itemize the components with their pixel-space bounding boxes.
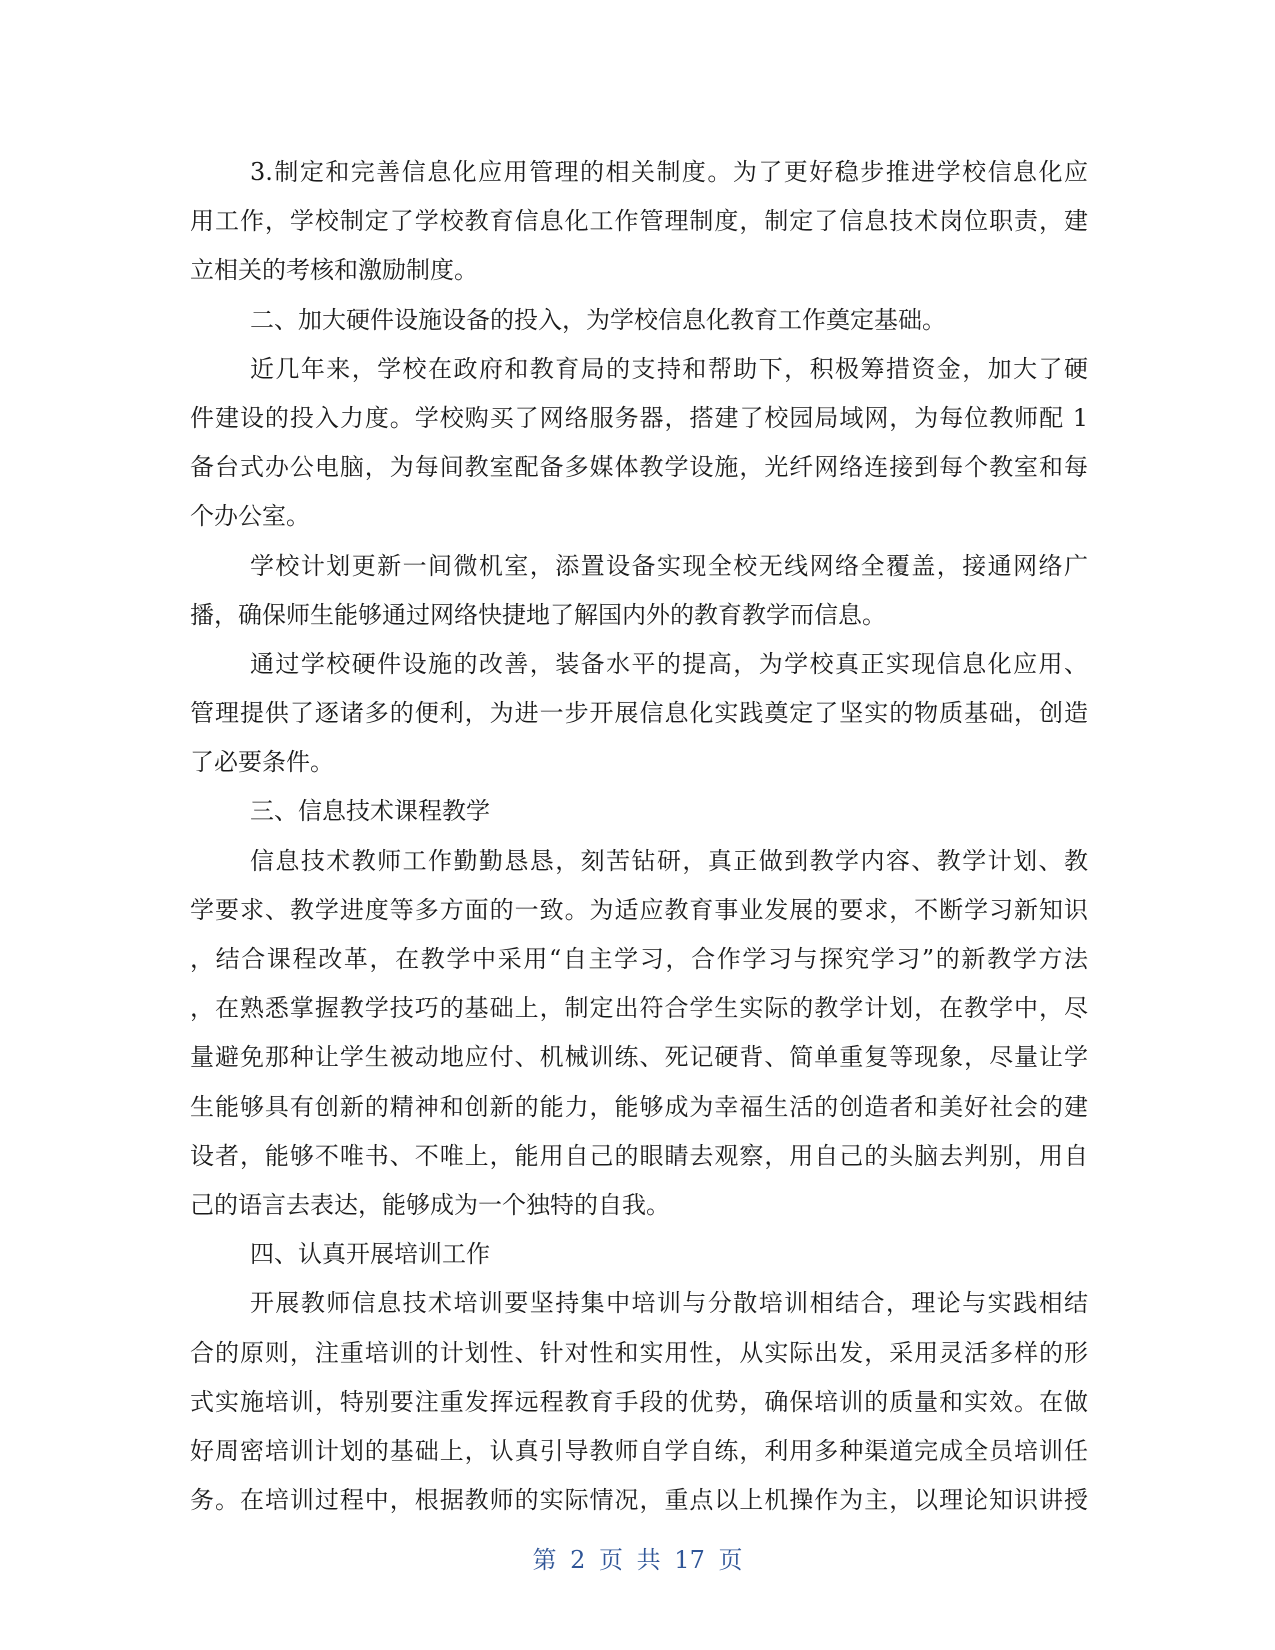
text-line: 二、加大硬件设施设备的投入，为学校信息化教育工作奠定基础。 xyxy=(250,305,946,334)
paragraph-hardware-investment xyxy=(190,345,1088,542)
page-number-footer: 第 2 页 共 17 页 xyxy=(532,1546,743,1574)
text-line: 学要求、教学进度等多方面的一致。为适应教育事业发展的要求，不断学习新知识 xyxy=(190,895,1088,924)
text-line: 合的原则，注重培训的计划性、针对性和实用性，从实际出发，采用灵活多样的形 xyxy=(190,1338,1088,1367)
paragraph-teacher-training xyxy=(190,1279,1088,1525)
text-line: 信息技术教师工作勤勤恳恳，刻苦钻研，真正做到教学内容、教学计划、教 xyxy=(250,846,1088,875)
text-line: 开展教师信息技术培训要坚持集中培训与分散培训相结合，理论与实践相结 xyxy=(250,1289,1088,1318)
text-line: ，结合课程改革，在教学中采用“自主学习，合作学习与探究学习”的新教学方法 xyxy=(190,945,1088,973)
text-line: 三、信息技术课程教学 xyxy=(250,797,490,826)
heading-section-four xyxy=(190,1230,1088,1279)
text-line: 立相关的考核和激励制度。 xyxy=(190,256,478,285)
text-line: 近几年来，学校在政府和教育局的支持和帮助下，积极筹措资金，加大了硬 xyxy=(250,354,1088,383)
text-line: 量避免那种让学生被动地应付、机械训练、死记硬背、简单重复等现象，尽量让学 xyxy=(190,1043,1088,1072)
heading-section-three xyxy=(190,787,1088,836)
text-line: 播，确保师生能够通过网络快捷地了解国内外的教育教学而信息。 xyxy=(190,600,886,629)
text-line: 个办公室。 xyxy=(190,502,310,531)
text-line: 件建设的投入力度。学校购买了网络服务器，搭建了校园局域网，为每位教师配 1 xyxy=(190,403,1088,432)
paragraph-computer-lab-plan xyxy=(190,542,1088,640)
text-line: 备台式办公电脑，为每间教室配备多媒体教学设施，光纤网络连接到每个教室和每 xyxy=(190,453,1088,482)
text-line: 式实施培训，特别要注重发挥远程教育手段的优势，确保培训的质量和实效。在做 xyxy=(190,1387,1088,1416)
text-line: 生能够具有创新的精神和创新的能力，能够成为幸福生活的创造者和美好社会的建 xyxy=(190,1092,1088,1121)
paragraph-hardware-improvement xyxy=(190,640,1088,788)
text-line: 了必要条件。 xyxy=(190,748,334,777)
paragraph-it-teaching xyxy=(190,837,1088,1231)
text-line: 务。在培训过程中，根据教师的实际情况，重点以上机操作为主，以理论知识讲授 xyxy=(190,1486,1088,1515)
paragraph-system-rules xyxy=(190,148,1088,296)
text-line: 用工作，学校制定了学校教育信息化工作管理制度，制定了信息技术岗位职责，建 xyxy=(190,207,1088,236)
text-line: 通过学校硬件设施的改善，装备水平的提高，为学校真正实现信息化应用、 xyxy=(250,649,1088,678)
text-line: 管理提供了逐诸多的便利，为进一步开展信息化实践奠定了坚实的物质基础，创造 xyxy=(190,699,1088,728)
text-line: 学校计划更新一间微机室，添置设备实现全校无线网络全覆盖，接通网络广 xyxy=(250,551,1088,580)
text-line: 四、认真开展培训工作 xyxy=(250,1240,490,1269)
heading-section-two xyxy=(190,296,1088,345)
text-line: 好周密培训计划的基础上，认真引导教师自学自练，利用多种渠道完成全员培训任 xyxy=(190,1436,1088,1465)
document-body xyxy=(190,148,1088,1525)
text-line: 设者，能够不唯书、不唯上，能用自己的眼睛去观察，用自己的头脑去判别，用自 xyxy=(190,1141,1088,1170)
text-line: ，在熟悉掌握教学技巧的基础上，制定出符合学生实际的教学计划，在教学中，尽 xyxy=(190,994,1088,1023)
text-line: 己的语言去表达，能够成为一个独特的自我。 xyxy=(190,1190,670,1219)
text-line: 3.制定和完善信息化应用管理的相关制度。为了更好稳步推进学校信息化应 xyxy=(250,158,1088,186)
